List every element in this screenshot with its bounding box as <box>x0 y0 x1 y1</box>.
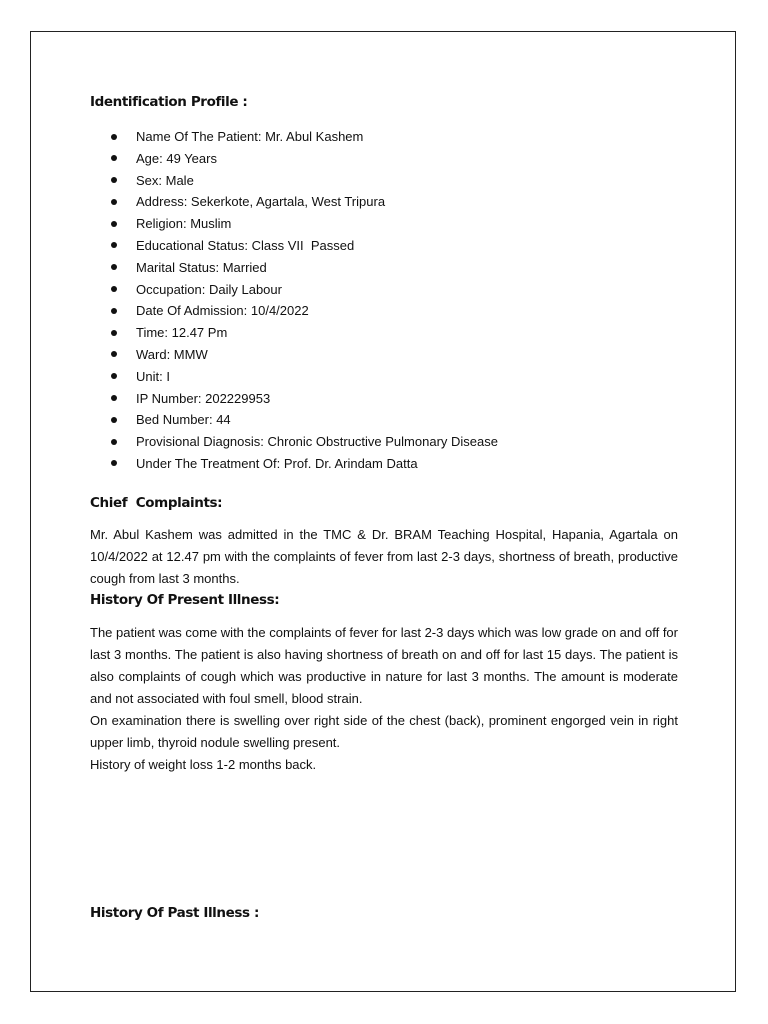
bullet-icon <box>111 308 117 314</box>
list-item-text: IP Number: 202229953 <box>136 390 271 406</box>
list-item-text: Bed Number: 44 <box>136 412 231 428</box>
bullet-icon <box>111 373 117 379</box>
bullet-icon <box>111 221 117 227</box>
document-body <box>90 92 678 921</box>
list-item <box>90 257 678 279</box>
list-item <box>90 170 678 192</box>
bullet-icon <box>111 330 117 336</box>
bullet-icon <box>111 460 117 466</box>
list-item <box>90 126 678 148</box>
identification-profile-list <box>90 126 678 475</box>
present-illness-paragraph: History of weight loss 1-2 months back. <box>90 756 317 772</box>
bullet-icon <box>111 264 117 270</box>
bullet-icon <box>111 199 117 205</box>
list-item-text: Provisional Diagnosis: Chronic Obstructive Pulmonary Disease <box>136 434 498 450</box>
past-illness-heading: History Of Past Illness : <box>90 905 259 921</box>
list-item-text: Under The Treatment Of: Prof. Dr. Arindam Datta <box>136 455 418 471</box>
list-item <box>90 279 678 301</box>
list-item <box>90 344 678 366</box>
list-item <box>90 322 678 344</box>
list-item-text: Time: 12.47 Pm <box>136 325 228 341</box>
bullet-icon <box>111 417 117 423</box>
bullet-icon <box>111 351 117 357</box>
identification-profile-heading: Identification Profile : <box>90 94 248 110</box>
list-item <box>90 148 678 170</box>
bullet-icon <box>111 242 117 248</box>
bullet-icon <box>111 286 117 292</box>
list-item-text: Address: Sekerkote, Agartala, West Tripura <box>136 194 386 210</box>
list-item <box>90 191 678 213</box>
list-item <box>90 213 678 235</box>
list-item <box>90 431 678 453</box>
list-item-text: Ward: MMW <box>136 346 208 362</box>
list-item-text: Name Of The Patient: Mr. Abul Kashem <box>136 129 364 144</box>
bullet-icon <box>111 177 117 183</box>
chief-complaints-text: Mr. Abul Kashem was admitted in the TMC & Dr. BRAM Teaching Hospital, Hapania, Agartala on 10/4/2022 at 12.47 pm with the complaints of fever from last 2-3 days, shortness of breath, productive cough from last 3 months. <box>90 526 678 586</box>
list-item-text: Age: 49 Years <box>136 150 217 166</box>
list-item <box>90 235 678 257</box>
list-item <box>90 409 678 431</box>
list-item-text: Unit: I <box>136 368 170 384</box>
list-item-text: Date Of Admission: 10/4/2022 <box>136 303 309 319</box>
list-item-text: Occupation: Daily Labour <box>136 281 282 297</box>
present-illness-heading: History Of Present Illness: <box>90 591 280 608</box>
list-item-text: Sex: Male <box>136 172 194 188</box>
list-item <box>90 300 678 322</box>
list-item <box>90 453 678 475</box>
present-illness-paragraph: The patient was come with the complaints of fever for last 2-3 days which was low grade on and off for last 3 months. The patient is also having shortness of breath on and off for last 15 days. The patient is also complaints of cough which was productive in nature for last 3 months. The amount is moderate and not associated with foul smell, blood strain. <box>90 624 678 706</box>
bullet-icon <box>111 439 117 445</box>
chief-complaints-heading: Chief Complaints: <box>90 494 223 511</box>
list-item-text: Educational Status: Class VII Passed <box>136 237 355 253</box>
present-illness-paragraph: On examination there is swelling over right side of the chest (back), prominent engorged vein in right upper limb, thyroid nodule swelling present. <box>90 712 678 750</box>
bullet-icon <box>111 134 117 140</box>
list-item <box>90 366 678 388</box>
bullet-icon <box>111 155 117 161</box>
list-item-text: Religion: Muslim <box>136 216 232 232</box>
list-item <box>90 388 678 410</box>
bullet-icon <box>111 395 117 401</box>
list-item-text: Marital Status: Married <box>136 259 267 275</box>
